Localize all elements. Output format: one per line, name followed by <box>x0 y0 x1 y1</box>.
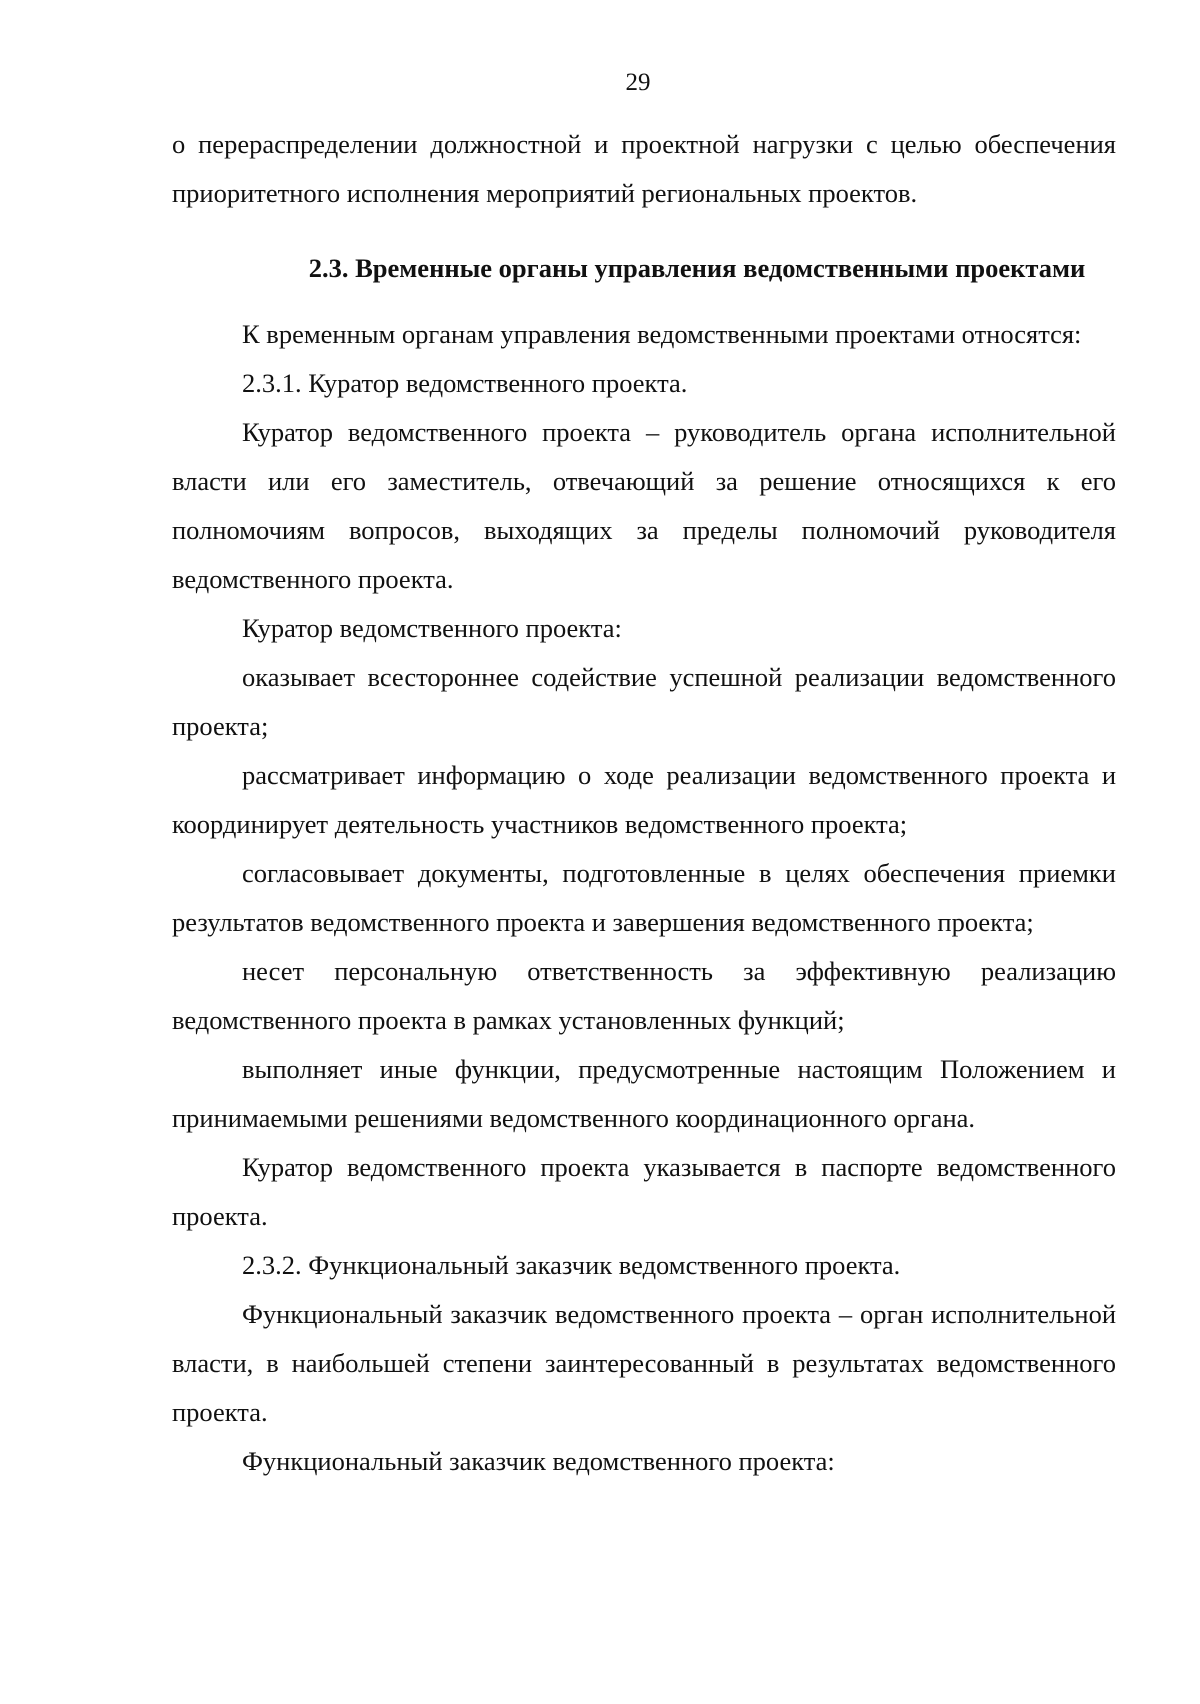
paragraph-curator-definition: Куратор ведомственного проекта – руководитель органа исполнительной власти или его заместитель, отвечающий за решение относящихся к его полномочиям вопросов, выходящих за пределы полномочий руководителя ведомственного проекта. <box>172 417 1116 594</box>
section-heading: 2.3. Временные органы управления ведомственными проектами <box>308 253 1086 283</box>
list-item: выполняет иные функции, предусмотренные настоящим Положением и принимаемыми решениями ведомственного координационного органа. <box>172 1054 1116 1133</box>
paragraph-continuation: о перераспределении должностной и проектной нагрузки с целью обеспечения приоритетного исполнения мероприятий региональных проектов. <box>172 129 1116 208</box>
list-item: несет персональную ответственность за эффективную реализацию ведомственного проекта в рамках установленных функций; <box>172 956 1116 1035</box>
paragraph-curator-list-intro: Куратор ведомственного проекта: <box>242 613 622 643</box>
list-item: согласовывает документы, подготовленные в целях обеспечения приемки результатов ведомственного проекта и завершения ведомственного проекта; <box>172 858 1116 937</box>
paragraph-customer-list-intro: Функциональный заказчик ведомственного проекта: <box>242 1446 835 1476</box>
paragraph-curator-passport: Куратор ведомственного проекта указывается в паспорте ведомственного проекта. <box>172 1152 1116 1231</box>
subsection-title-customer: 2.3.2. Функциональный заказчик ведомственного проекта. <box>242 1250 901 1280</box>
document-body <box>172 120 1116 1486</box>
subsection-title-curator: 2.3.1. Куратор ведомственного проекта. <box>242 368 688 398</box>
paragraph-intro: К временным органам управления ведомственными проектами относятся: <box>242 319 1082 349</box>
paragraph-customer-definition: Функциональный заказчик ведомственного проекта – орган исполнительной власти, в наибольшей степени заинтересованный в результатах ведомственного проекта. <box>172 1299 1116 1427</box>
page-number: 29 <box>625 69 651 96</box>
list-item: оказывает всестороннее содействие успешной реализации ведомственного проекта; <box>172 662 1116 741</box>
list-item: рассматривает информацию о ходе реализации ведомственного проекта и координирует деятельность участников ведомственного проекта; <box>172 760 1116 839</box>
